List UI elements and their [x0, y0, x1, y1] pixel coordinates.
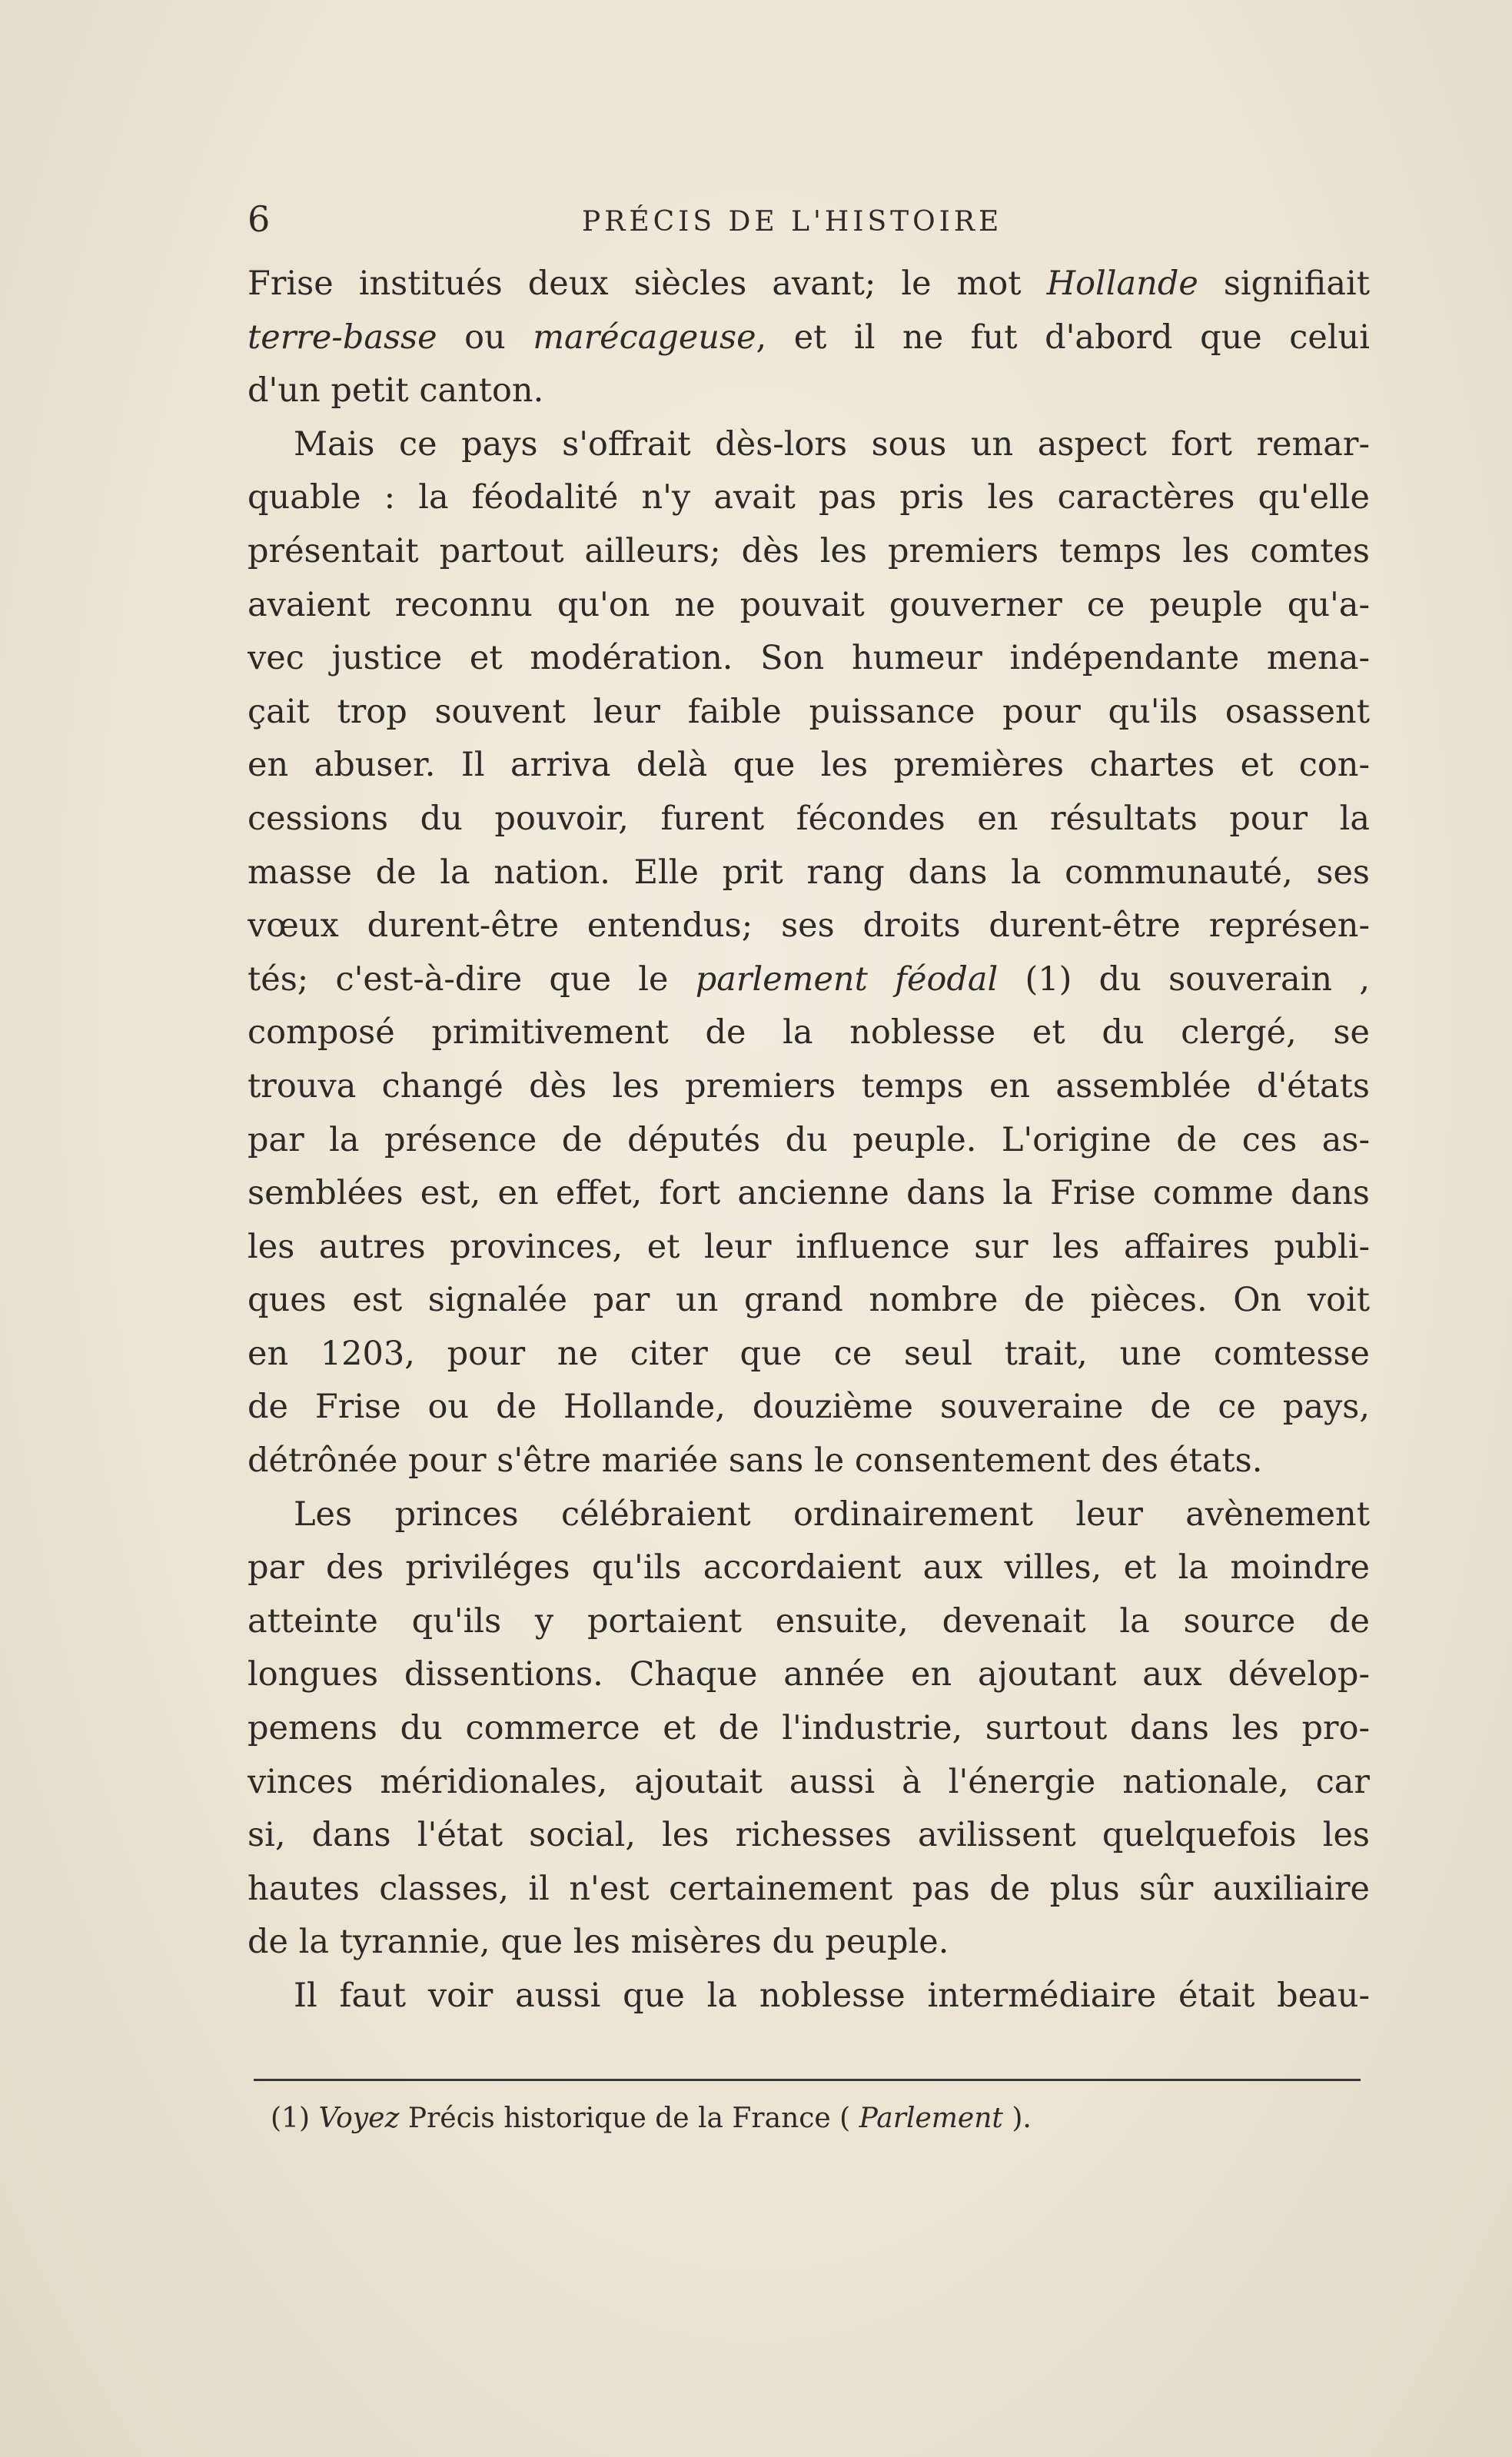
- text-segment: Il faut voir aussi que la noblesse intermédiaire était beau-: [294, 1977, 1370, 2015]
- text-segment: avaient reconnu qu'on ne pouvait gouverner ce peuple qu'a-: [248, 585, 1370, 624]
- italic-text: Parlement: [859, 2103, 1003, 2134]
- text-line: [248, 686, 1370, 740]
- text-segment: hautes classes, il n'est certainement pas de plus sûr auxiliaire: [248, 1869, 1370, 1908]
- text-line: [248, 1863, 1370, 1917]
- text-segment: quable : la féodalité n'y avait pas pris les caractères qu'elle: [248, 478, 1370, 517]
- text-segment: présentait partout ailleurs; dès les premiers temps les comtes: [248, 531, 1370, 570]
- text-line: [248, 579, 1370, 633]
- text-segment: d'un petit canton.: [248, 371, 544, 411]
- body-text: [248, 258, 1370, 2023]
- text-segment: Les princes célébraient ordinairement leur avènement: [294, 1494, 1370, 1534]
- text-segment: détrônée pour s'être mariée sans le consentement des états.: [248, 1441, 1263, 1481]
- text-segment: Mais ce pays s'offrait dès-lors sous un aspect fort remar-: [294, 424, 1370, 464]
- italic-text: terre-basse: [248, 318, 437, 357]
- text-segment: masse de la nation. Elle prit rang dans la communauté, ses: [248, 853, 1370, 892]
- text-segment: trouva changé dès les premiers temps en assemblée d'états: [248, 1066, 1370, 1105]
- text-segment: cessions du pouvoir, furent fécondes en résultats pour la: [248, 799, 1370, 838]
- text-line: [248, 364, 1370, 418]
- text-line: [248, 632, 1370, 686]
- text-line: [248, 739, 1370, 793]
- text-segment: les autres provinces, et leur influence sur les affaires publi-: [248, 1227, 1370, 1266]
- text-line: [248, 471, 1370, 525]
- text-line: [248, 1060, 1370, 1114]
- text-segment: vinces méridionales, ajoutait aussi à l'énergie nationale, car: [248, 1762, 1370, 1801]
- text-segment: atteinte qu'ils y portaient ensuite, devenait la source de: [248, 1601, 1370, 1641]
- text-segment: ou: [437, 318, 533, 357]
- text-segment: ques est signalée par un grand nombre de pièces. On voit: [248, 1281, 1370, 1320]
- text-line: [248, 1702, 1370, 1756]
- text-line: [248, 1006, 1370, 1060]
- text-segment: Frise institués deux siècles avant; le mot: [248, 264, 1047, 303]
- page-number: 6: [248, 198, 271, 240]
- footnote: [271, 2103, 1032, 2134]
- text-line: [248, 525, 1370, 579]
- page-header: [248, 198, 1370, 244]
- text-line: [248, 1648, 1370, 1702]
- text-segment: (1): [271, 2103, 319, 2134]
- text-segment: de Frise ou de Hollande, douzième souveraine de ce pays,: [248, 1388, 1370, 1427]
- text-segment: par des priviléges qu'ils accordaient aux villes, et la moindre: [248, 1548, 1370, 1588]
- text-line: [248, 1595, 1370, 1649]
- text-segment: (1) du souverain ,: [998, 959, 1370, 999]
- text-segment: Précis historique de la France (: [399, 2103, 859, 2134]
- text-line: [248, 1328, 1370, 1381]
- text-line: [248, 1970, 1370, 2023]
- text-segment: vœux durent-être entendus; ses droits durent-être représen-: [248, 906, 1370, 946]
- text-segment: si, dans l'état social, les richesses avilissent quelquefois les: [248, 1816, 1370, 1855]
- italic-text: Voyez: [318, 2103, 400, 2134]
- text-line: [248, 258, 1370, 311]
- text-line: [248, 1809, 1370, 1863]
- italic-text: marécageuse: [533, 318, 756, 357]
- text-line: [248, 846, 1370, 900]
- text-segment: , et il ne fut d'abord que celui: [756, 318, 1370, 357]
- text-line: [248, 1435, 1370, 1488]
- running-head: PRÉCIS DE L'HISTOIRE: [582, 206, 1003, 238]
- italic-text: parlement féodal: [695, 959, 999, 999]
- text-segment: en 1203, pour ne citer que ce seul trait, une comtesse: [248, 1334, 1370, 1373]
- text-line: [248, 793, 1370, 846]
- text-line: [248, 1381, 1370, 1435]
- text-segment: ).: [1002, 2103, 1032, 2134]
- text-line: [248, 1541, 1370, 1595]
- text-segment: tés; c'est-à-dire que le: [248, 959, 696, 999]
- text-line: [248, 1274, 1370, 1328]
- text-segment: semblées est, en effet, fort ancienne dans la Frise comme dans: [248, 1174, 1370, 1213]
- text-line: [248, 953, 1370, 1007]
- text-segment: en abuser. Il arriva delà que les premières chartes et con-: [248, 746, 1370, 785]
- text-line: [248, 418, 1370, 472]
- text-segment: de la tyrannie, que les misères du peuple.: [248, 1923, 949, 1962]
- text-line: [248, 1114, 1370, 1168]
- text-segment: longues dissentions. Chaque année en ajoutant aux dévelop-: [248, 1655, 1370, 1694]
- text-segment: çait trop souvent leur faible puissance pour qu'ils osassent: [248, 692, 1370, 731]
- text-line: [248, 899, 1370, 953]
- text-segment: pemens du commerce et de l'industrie, surtout dans les pro-: [248, 1709, 1370, 1748]
- text-segment: signifiait: [1198, 264, 1370, 303]
- text-segment: composé primitivement de la noblesse et du clergé, se: [248, 1013, 1370, 1052]
- text-line: [248, 1167, 1370, 1221]
- text-segment: par la présence de députés du peuple. L'origine de ces as-: [248, 1120, 1370, 1159]
- text-line: [248, 1756, 1370, 1810]
- footnote-separator: [254, 2079, 1361, 2081]
- text-line: [248, 1488, 1370, 1542]
- text-line: [248, 311, 1370, 365]
- italic-text: Hollande: [1046, 264, 1198, 303]
- text-line: [248, 1916, 1370, 1970]
- text-segment: vec justice et modération. Son humeur indépendante mena-: [248, 639, 1370, 678]
- text-line: [248, 1221, 1370, 1275]
